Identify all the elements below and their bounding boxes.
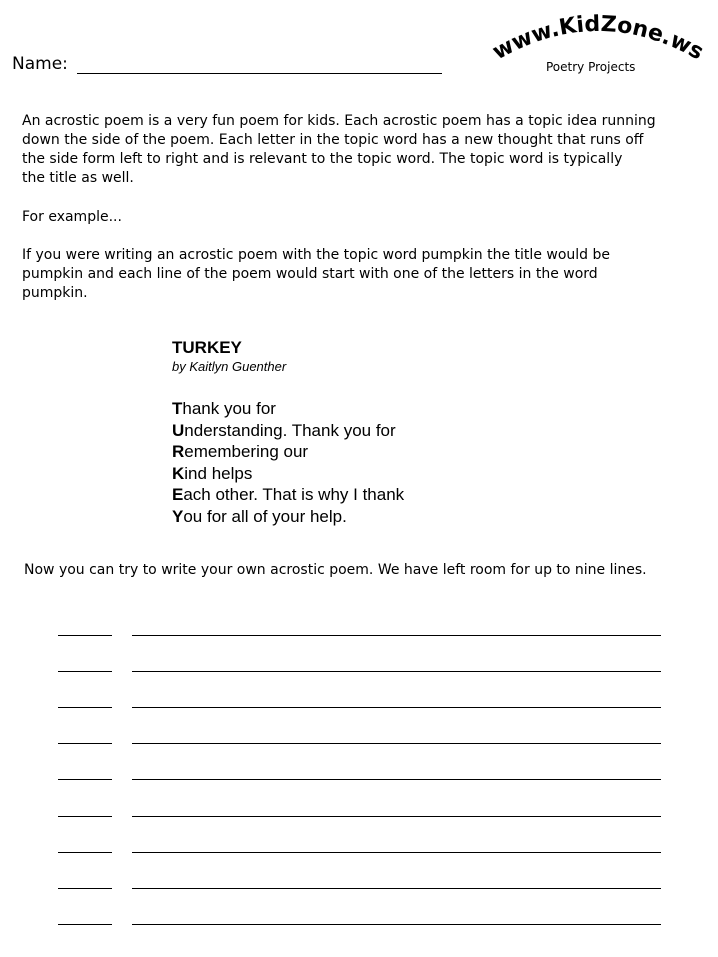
- initial-letter-blank[interactable]: [58, 816, 112, 817]
- poem-line-blank[interactable]: [132, 671, 661, 672]
- initial-letter-blank[interactable]: [58, 779, 112, 780]
- poem-title: TURKEY: [172, 338, 242, 357]
- initial-letter-blank[interactable]: [58, 635, 112, 636]
- poem-line-blank[interactable]: [132, 888, 661, 889]
- text-line: If you were writing an acrostic poem with the topic word pumpkin the title would be: [22, 247, 610, 263]
- initial: Y: [172, 506, 184, 526]
- text-line: down the side of the poem. Each letter in the topic word has a new thought that runs off: [22, 132, 644, 148]
- writing-line-row: [0, 852, 718, 853]
- text-line: the title as well.: [22, 170, 134, 186]
- initial-letter-blank[interactable]: [58, 671, 112, 672]
- instructions: Now you can try to write your own acrostic poem. We have left room for up to nine lines.: [24, 562, 647, 578]
- poem-line-blank[interactable]: [132, 779, 661, 780]
- svg-text:www.KidZone.ws: www.KidZone.ws: [488, 11, 708, 66]
- poem-line-blank[interactable]: [132, 924, 661, 925]
- name-label: Name:: [12, 54, 68, 74]
- initial-letter-blank[interactable]: [58, 852, 112, 853]
- writing-line-row: [0, 743, 718, 744]
- rest: ou for all of your help.: [183, 506, 347, 526]
- poem-line: [172, 463, 404, 485]
- name-field[interactable]: [77, 73, 442, 74]
- initial: T: [172, 399, 183, 418]
- initial: R: [172, 442, 185, 462]
- text-line: pumpkin and each line of the poem would start with one of the letters in the word: [22, 266, 598, 282]
- intro-paragraph-3: [22, 246, 610, 303]
- rest: ind helps: [184, 463, 253, 483]
- rest: ach other. That is why I thank: [183, 485, 405, 505]
- text-line: An acrostic poem is a very fun poem for kids. Each acrostic poem has a topic idea running: [22, 113, 656, 129]
- writing-line-row: [0, 671, 718, 672]
- initial-letter-blank[interactable]: [58, 924, 112, 925]
- poem-line: [172, 484, 404, 506]
- text-line: the side form left to right and is relevant to the topic word. The topic word is typically: [22, 151, 623, 167]
- poem-line-blank[interactable]: [132, 852, 661, 853]
- intro-paragraph-2: For example...: [22, 209, 122, 225]
- kidzone-logo: [488, 6, 708, 66]
- poem-body: [172, 398, 404, 528]
- writing-line-row: [0, 816, 718, 817]
- rest: emembering our: [184, 442, 309, 462]
- poetry-projects-subtitle: Poetry Projects: [546, 60, 636, 74]
- poem-line: [172, 420, 404, 442]
- poem-line-blank[interactable]: [132, 816, 661, 817]
- initial-letter-blank[interactable]: [58, 888, 112, 889]
- writing-line-row: [0, 924, 718, 925]
- initial-letter-blank[interactable]: [58, 743, 112, 744]
- rest: hank you for: [182, 399, 276, 418]
- poem-line: [172, 506, 404, 528]
- rest: nderstanding. Thank you for: [184, 420, 396, 440]
- initial-letter-blank[interactable]: [58, 707, 112, 708]
- poem-author: by Kaitlyn Guenther: [172, 359, 287, 374]
- poem-line: [172, 398, 404, 420]
- writing-line-row: [0, 779, 718, 780]
- writing-line-row: [0, 635, 718, 636]
- initial: K: [172, 463, 185, 483]
- poem-line-blank[interactable]: [132, 635, 661, 636]
- text-line: pumpkin.: [22, 285, 88, 301]
- writing-line-row: [0, 888, 718, 889]
- initial: E: [172, 485, 184, 505]
- poem-line: [172, 441, 404, 463]
- initial: U: [172, 420, 185, 440]
- writing-line-row: [0, 707, 718, 708]
- intro-paragraph-1: [22, 112, 656, 188]
- poem-line-blank[interactable]: [132, 707, 661, 708]
- poem-line-blank[interactable]: [132, 743, 661, 744]
